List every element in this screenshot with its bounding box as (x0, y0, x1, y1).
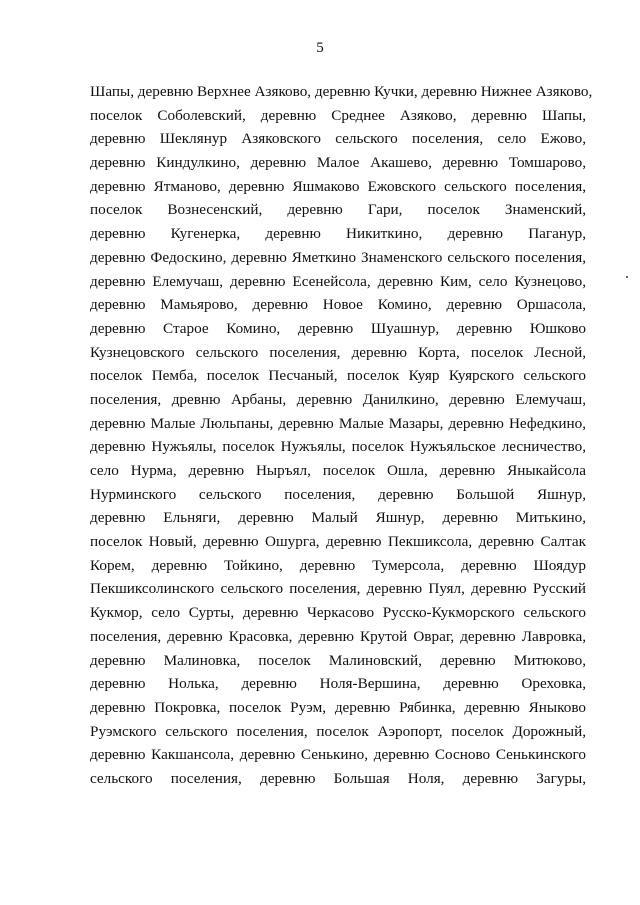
text-line: деревню Шеклянур Азяковского сельского поселения, село Ежово, (90, 130, 586, 148)
text-line: Пекшиксолинского сельского поселения, деревню Пуял, деревню Русский (90, 580, 586, 598)
text-line: деревню Федоскино, деревню Яметкино Знаменского сельского поселения, (90, 248, 586, 266)
text-line: Кузнецовского сельского поселения, деревню Корта, поселок Лесной, (90, 343, 586, 361)
text-line: деревню Киндулкино, деревню Малое Акашево, деревню Томшарово, (90, 154, 586, 172)
text-line: Корем, деревню Тойкино, деревню Тумерсола, деревню Шоядур (90, 556, 586, 574)
page-number: 5 (316, 40, 324, 56)
text-line: село Нурма, деревню Ныръял, поселок Ошла, деревню Яныкайсола (90, 462, 586, 479)
text-line: Шапы, деревню Верхнее Азяково, деревню Кучки, деревню Нижнее Азяково, (90, 83, 593, 100)
text-line: Нурминского сельского поселения, деревню Большой Яшнур, (90, 485, 586, 503)
text-line: поселения, древню Арбаны, деревню Данилкино, деревню Елемучаш, (90, 390, 586, 408)
text-line: Руэмского сельского поселения, поселок Аэропорт, поселок Дорожный, (90, 722, 586, 740)
margin-dot (626, 276, 628, 278)
text-line: деревню Какшансола, деревню Сенькино, деревню Сосново Сенькинского (90, 746, 586, 764)
text-line: деревню Малиновка, поселок Малиновский, деревню Митюково, (90, 651, 586, 669)
text-line: деревню Малые Люльпаны, деревню Малые Мазары, деревню Нефедкино, (90, 414, 586, 432)
text-line: деревню Ятманово, деревню Яшмаково Ежовского сельского поселения, (90, 177, 586, 195)
text-line: поселения, деревню Красовка, деревню Крутой Овраг, деревню Лавровка, (90, 627, 586, 645)
text-line: деревню Мамьярово, деревню Новое Комино, деревню Оршасола, (90, 296, 586, 314)
text-line: поселок Соболевский, деревню Среднее Азяково, деревню Шапы, (90, 106, 586, 124)
text-line: деревню Елемучаш, деревню Есенейсола, деревню Ким, село Кузнецово, (90, 272, 586, 290)
text-line: Кукмор, село Сурты, деревню Черкасово Русско-Кукморского сельского (90, 604, 586, 622)
text-line: деревню Нолька, деревню Ноля-Вершина, деревню Ореховка, (90, 675, 586, 693)
text-line: деревню Старое Комино, деревню Шуашнур, деревню Юшково (90, 319, 586, 337)
text-line: поселок Пемба, поселок Песчаный, поселок Куяр Куярского сельского (90, 367, 586, 385)
text-line: деревню Нужъялы, поселок Нужъялы, поселок Нужъяльское лесничество, (90, 438, 586, 456)
body-text (90, 80, 593, 791)
text-line: поселок Вознесенский, деревню Гари, поселок Знаменский, (90, 201, 586, 219)
text-line: деревню Кугенерка, деревню Никиткино, деревню Паганур, (90, 225, 586, 243)
text-line: сельского поселения, деревню Большая Ноля, деревню Загуры, (90, 769, 586, 787)
text-line: деревню Ельняги, деревню Малый Яшнур, деревню Митькино, (90, 509, 586, 527)
text-line: поселок Новый, деревню Ошурга, деревню Пекшиксола, деревню Салтак (90, 533, 586, 551)
text-line: деревню Покровка, поселок Руэм, деревню Рябинка, деревню Яныково (90, 698, 586, 716)
